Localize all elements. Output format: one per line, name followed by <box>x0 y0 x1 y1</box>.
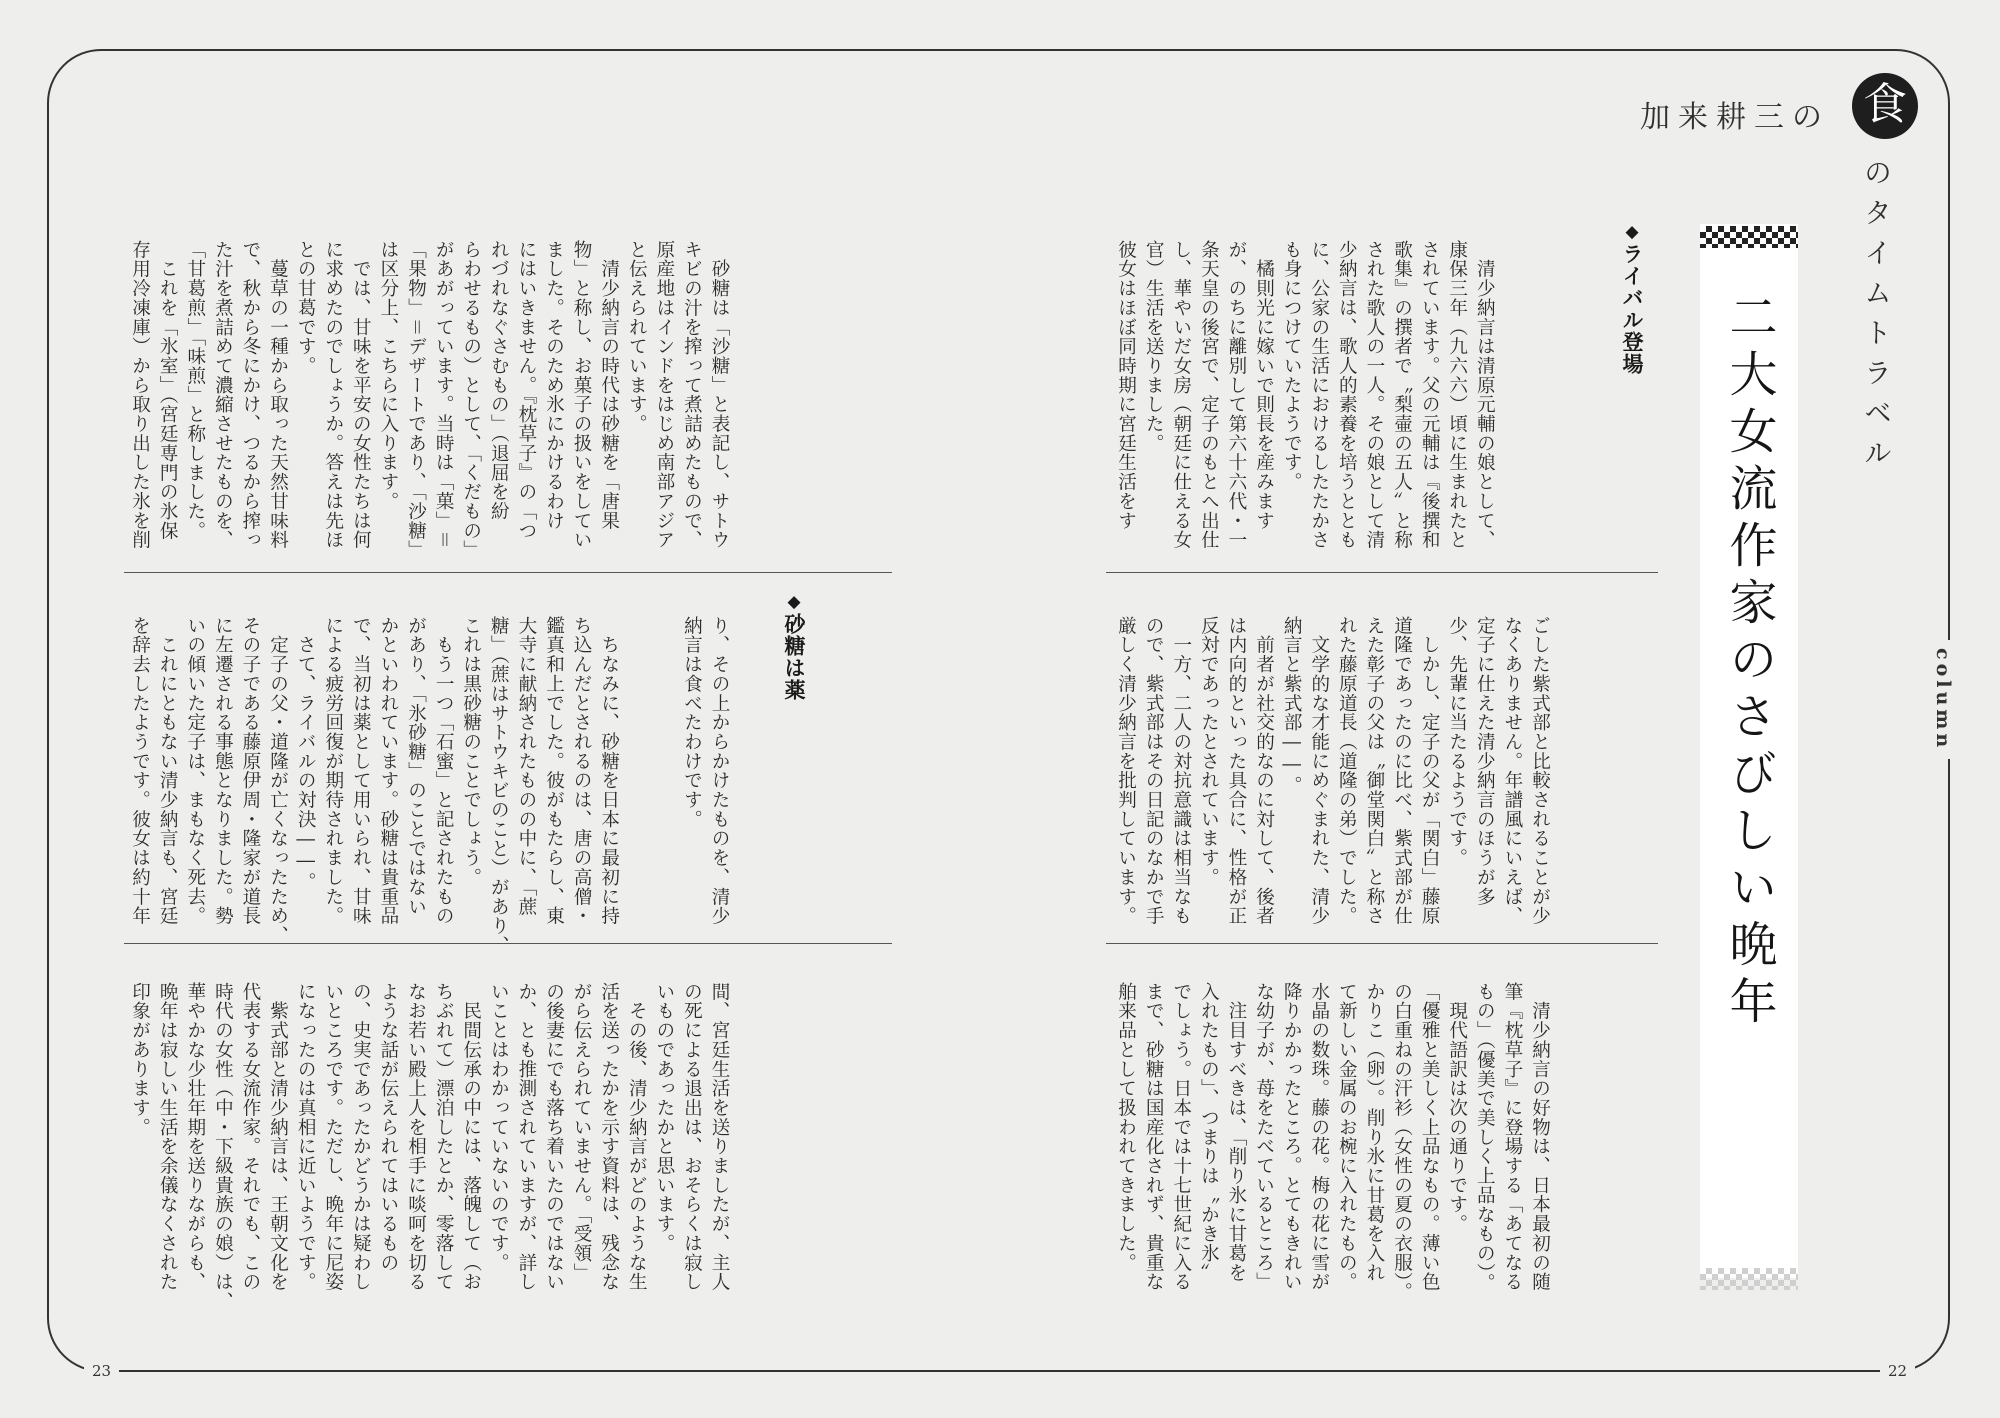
text-line: 代表する女流作家。それでも、この <box>239 982 261 1292</box>
text-line: 清少納言の好物は、日本最初の随 <box>1529 982 1551 1292</box>
text-line: ごした紫式部と比較されることが少 <box>1529 616 1551 926</box>
text-line: なお若い殿上人を相手に啖呵を切る <box>405 982 427 1292</box>
text-line: 道隆であったのに比べ、紫式部が仕 <box>1391 616 1413 926</box>
text-line: の、史実であったかどうかは疑わし <box>350 982 372 1292</box>
text-line: 注目すべきは、「削り氷に甘葛を <box>1225 982 1247 1283</box>
text-line: は内向的といった具合に、性格が正 <box>1225 616 1247 926</box>
article-title: 二大女流作家のさびしい晩年 <box>1721 292 1777 1033</box>
text-line: 大寺に献納されたものの中に、「蔗 <box>515 616 537 917</box>
diamond-bullet-icon: ◆ <box>1622 222 1642 243</box>
text-line: と伝えられています。 <box>626 240 648 434</box>
text-line: 「優雅と美しく上品なもの。薄い色 <box>1419 982 1441 1292</box>
text-line: その後、清少納言がどのような生 <box>626 982 648 1292</box>
text-line: 華やかな少壮年期を送りながらも、 <box>184 982 206 1292</box>
text-line: が、のちに離別して第六十六代・一 <box>1225 240 1247 550</box>
heading-sugar <box>780 592 807 701</box>
text-line: の後妻にでも落ち着いたのではない <box>543 982 565 1292</box>
left-tier1-text <box>126 240 733 560</box>
text-line: 糖」（蔗はサトウキビのこと）があり、 <box>488 616 510 955</box>
text-line: になったのは真相に近いようです。 <box>295 982 317 1292</box>
series-badge: 食 <box>1852 73 1918 139</box>
text-line: による疲労回復が期待されました。 <box>322 616 344 926</box>
series-title: 加来耕三の <box>1640 100 1830 135</box>
text-line: に求めたのでしょうか。答えは先ほ <box>322 240 344 550</box>
diamond-bullet-icon: ◆ <box>784 592 804 613</box>
text-line: も身につけていたようです。 <box>1281 240 1303 492</box>
text-line: 時代の女性（中・下級貴族の娘）は、 <box>212 982 234 1311</box>
left-tier3-text <box>126 982 733 1311</box>
text-line: でしょう。日本では十七世紀に入る <box>1170 982 1192 1292</box>
text-line: の死による退出は、おそらくは寂し <box>681 982 703 1292</box>
text-line: では、甘味を平安の女性たちは何 <box>350 240 372 550</box>
text-line: 舶来品として扱われてきました。 <box>1115 982 1137 1273</box>
text-line: ました。そのため氷にかけるわけ <box>543 240 565 531</box>
text-line: 現代語訳は次の通りです。 <box>1446 982 1468 1234</box>
text-line: 活を送ったかを示す資料は、残念な <box>598 982 620 1292</box>
series-subtitle: のタイムトラベル <box>1860 158 1893 478</box>
text-line: かりこ（卵）。削り氷に甘葛を入れ <box>1363 982 1385 1283</box>
text-line: らわせるもの）として、「くだもの」 <box>460 240 482 560</box>
left-tier2-text <box>126 616 733 955</box>
text-line: 定子の父・道隆が亡くなったため、 <box>267 616 289 945</box>
text-line: は区分上、こちらに入ります。 <box>377 240 399 511</box>
text-line: 「甘葛煎」「味煎」と称しました。 <box>184 240 206 541</box>
text-line: ので、紫式部はその日記のなかで手 <box>1143 616 1165 926</box>
text-line: 条天皇の後宮で、定子のもとへ出仕 <box>1198 240 1220 550</box>
text-line: 清少納言の時代は砂糖を「唐果 <box>598 240 620 531</box>
right-tier2-text <box>1112 616 1554 926</box>
text-line: 康保三年（九六六）頃に生まれたと <box>1446 240 1468 550</box>
text-line: り、その上からかけたものを、清少 <box>709 616 731 926</box>
text-line: があり、「氷砂糖」のことではない <box>405 616 427 917</box>
text-line: か、とも推測されていますが、詳し <box>515 982 537 1292</box>
text-line: 橘則光に嫁いで則長を産みます <box>1253 240 1275 531</box>
heading-rival <box>1618 222 1645 375</box>
checker-pattern-bottom <box>1700 1268 1798 1290</box>
text-line: これにともない清少納言も、宮廷 <box>157 616 179 926</box>
text-line: 納言と紫式部――。 <box>1281 616 1303 795</box>
text-line: 納言は食べたわけです。 <box>681 616 703 829</box>
text-line: いことはわかっていないのです。 <box>488 982 510 1273</box>
text-line: れづれなぐさむもの」（退屈を紛 <box>488 240 510 521</box>
text-line: があがっています。当時は「菓」＝ <box>433 240 455 550</box>
left-divider-1 <box>124 572 892 573</box>
text-line: 存用冷凍庫）から取り出した氷を削 <box>129 240 151 550</box>
text-line: にはいきません。『枕草子』の「つ <box>515 240 537 541</box>
text-line: 「果物」＝デザートであり、「沙糖」 <box>405 240 427 560</box>
text-line: いものであったかと思います。 <box>653 982 675 1253</box>
text-line: さて、ライバルの対決――。 <box>295 616 317 892</box>
text-line: 紫式部と清少納言は、王朝文化を <box>267 982 289 1292</box>
text-line: 印象があります。 <box>129 982 151 1137</box>
text-line: 鑑真和上でした。彼がもたらし、東 <box>543 616 565 926</box>
text-line: 蔓草の一種から取った天然甘味料 <box>267 240 289 550</box>
text-line: ちぶれて）漂泊したとか、零落して <box>433 982 455 1292</box>
text-line: て新しい金属のお椀に入れたもの。 <box>1336 982 1358 1292</box>
text-line: まで、砂糖は国産化されず、貴重な <box>1143 982 1165 1292</box>
text-line: された歌人の一人。その娘として清 <box>1363 240 1385 550</box>
text-line: いところです。ただし、晩年に尼姿 <box>322 982 344 1292</box>
text-line: 歌集』の撰者で〝梨壷の五人〟と称 <box>1391 240 1413 550</box>
text-line: の白重ねの汗衫（女性の夏の衣服）。 <box>1391 982 1413 1302</box>
text-line: がら伝えられていません。「受領」 <box>571 982 593 1283</box>
text-line: 晩年は寂しい生活を余儀なくされた <box>157 982 179 1292</box>
text-line: もの」（優美で美しく上品なもの）。 <box>1474 982 1496 1293</box>
text-line: 定子に仕えた清少納言のほうが多 <box>1474 616 1496 907</box>
text-line: しかし、定子の父が「関白」藤原 <box>1419 616 1441 926</box>
right-divider-1 <box>1106 572 1658 573</box>
text-line: 間、宮廷生活を送りましたが、主人 <box>709 982 731 1292</box>
text-line: いの傾いた定子は、まもなく死去。 <box>184 616 206 926</box>
text-line: キビの汁を搾って煮詰めたもので、 <box>681 240 703 550</box>
text-line: これを「氷室」（宮廷専門の氷保 <box>157 240 179 541</box>
text-line: その子である藤原伊周・隆家が道長 <box>239 616 261 926</box>
text-line: 砂糖は「沙糖」と表記し、サトウ <box>709 240 731 550</box>
right-tier3-text <box>1112 982 1554 1302</box>
text-line: 反対であったとされています。 <box>1198 616 1220 887</box>
text-line <box>650 616 678 955</box>
text-line: 少納言は、歌人的素養を培うととも <box>1336 240 1358 550</box>
text-line: で、当初は薬として用いられ、甘味 <box>350 616 372 926</box>
text-line: 降りかかったところ。とてもきれい <box>1281 982 1303 1292</box>
text-line: かといわれています。砂糖は貴重品 <box>377 616 399 926</box>
text-line <box>623 616 651 955</box>
text-line: 厳しく清少納言を批判しています。 <box>1115 616 1137 926</box>
text-line: た汁を煮詰めて濃縮させたものを、 <box>212 240 234 550</box>
text-line: 原産地はインドをはじめ南部アジア <box>653 240 675 550</box>
text-line: されています。父の元輔は『後撰和 <box>1419 240 1441 550</box>
page-number-right: 22 <box>1880 1362 1915 1380</box>
heading-rival-text: ライバル登場 <box>1620 243 1644 375</box>
text-line: 民間伝承の中には、落魄して（お <box>460 982 482 1292</box>
text-line: れた藤原道長（道隆の弟）でした。 <box>1336 616 1358 926</box>
text-line: これは黒砂糖のことでしょう。 <box>460 616 482 887</box>
text-line: 官）生活を送りました。 <box>1143 240 1165 453</box>
text-line: し、華やいだ女房（朝廷に仕える女 <box>1170 240 1192 550</box>
text-line: えた彰子の父は〝御堂関白〟と称さ <box>1363 616 1385 926</box>
text-line: との甘葛です。 <box>295 240 317 376</box>
text-line: ち込んだとされるのは、唐の高僧・ <box>571 616 593 926</box>
text-line: 物」と称し、お菓子の扱いをしてい <box>571 240 593 550</box>
text-line: 文学的な才能にめぐまれた、清少 <box>1308 616 1330 926</box>
checker-pattern-top <box>1700 226 1798 248</box>
left-divider-2 <box>124 943 892 944</box>
text-line: を辞去したようです。彼女は約十年 <box>129 616 151 926</box>
text-line: 一方、二人の対抗意識は相当なも <box>1170 616 1192 926</box>
column-label: column <box>1932 640 1954 759</box>
text-line: で、秋から冬にかけ、つるから搾っ <box>239 240 261 550</box>
text-line: 筆『枕草子』に登場する「あてなる <box>1501 982 1523 1292</box>
text-line: ちなみに、砂糖を日本に最初に持 <box>598 616 620 926</box>
right-divider-2 <box>1106 943 1658 944</box>
text-line: なくありません。年譜風にいえば、 <box>1501 616 1523 926</box>
text-line: ような話が伝えられてはいるもの <box>377 982 399 1273</box>
text-line: 少、先輩に当たるようです。 <box>1446 616 1468 868</box>
heading-sugar-text: 砂糖は薬 <box>782 613 806 701</box>
text-line: 水晶の数珠。藤の花。梅の花に雪が <box>1308 982 1330 1292</box>
text-line: 彼女はほぼ同時期に宮廷生活をす <box>1115 240 1137 531</box>
text-line: 入れたもの」、つまりは〝かき氷〟 <box>1198 982 1220 1283</box>
text-line: に左遷される事態となりました。勢 <box>212 616 234 926</box>
text-line: もう一つ「石蜜」と記されたもの <box>433 616 455 926</box>
text-line: な幼子が、苺をたべているところ」 <box>1253 982 1275 1292</box>
right-tier1-text <box>1112 240 1498 550</box>
text-line: 前者が社交的なのに対して、後者 <box>1253 616 1275 926</box>
text-line: に、公家の生活におけるしたたかさ <box>1308 240 1330 550</box>
text-line: 清少納言は清原元輔の娘として、 <box>1474 240 1496 550</box>
page-number-left: 23 <box>84 1362 119 1380</box>
